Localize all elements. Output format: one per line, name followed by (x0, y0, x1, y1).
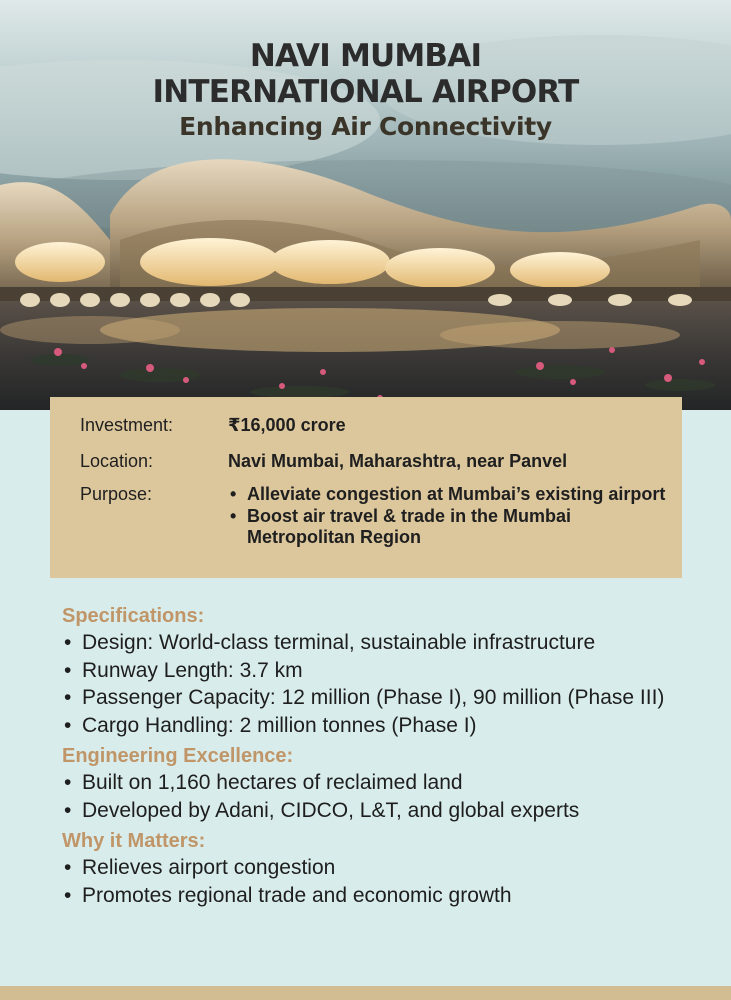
why-list (62, 854, 722, 909)
location-value: Navi Mumbai, Maharashtra, near Panvel (228, 451, 568, 471)
location-label: Location: (80, 451, 154, 471)
details-section (62, 603, 722, 909)
list-item: • Built on 1,160 hectares of reclaimed land (62, 769, 722, 797)
purpose-label: Purpose: (80, 484, 153, 504)
page-title-line1: NAVI MUMBAI (249, 38, 482, 74)
engineering-heading: Engineering Excellence: (62, 745, 294, 767)
list-item: • Runway Length: 3.7 km (62, 657, 722, 685)
list-item: • Passenger Capacity: 12 million (Phase I), 90 million (Phase III) (62, 684, 722, 712)
list-item: • Cargo Handling: 2 million tonnes (Phase I) (62, 712, 722, 740)
purpose-list (228, 484, 673, 549)
purpose-item: • Boost air travel & trade in the Mumbai Metropolitan Region (228, 506, 673, 548)
list-item: • Design: World-class terminal, sustainable infrastructure (62, 629, 722, 657)
purpose-item: • Alleviate congestion at Mumbai’s existing airport (228, 484, 673, 505)
page-title-line2: INTERNATIONAL AIRPORT (152, 74, 579, 110)
bottom-bar (0, 986, 731, 1000)
specifications-heading: Specifications: (62, 605, 205, 627)
list-item: • Developed by Adani, CIDCO, L&T, and global experts (62, 797, 722, 825)
page-subtitle: Enhancing Air Connectivity (179, 112, 552, 141)
investment-value: ₹16,000 crore (228, 415, 346, 435)
list-item: • Relieves airport congestion (62, 854, 722, 882)
investment-label: Investment: (80, 415, 174, 435)
hero-image (0, 0, 731, 410)
engineering-list (62, 769, 722, 824)
list-item: • Promotes regional trade and economic growth (62, 882, 722, 910)
info-box (50, 397, 682, 578)
why-heading: Why it Matters: (62, 830, 206, 852)
title-block (0, 38, 731, 143)
specifications-list (62, 629, 722, 739)
